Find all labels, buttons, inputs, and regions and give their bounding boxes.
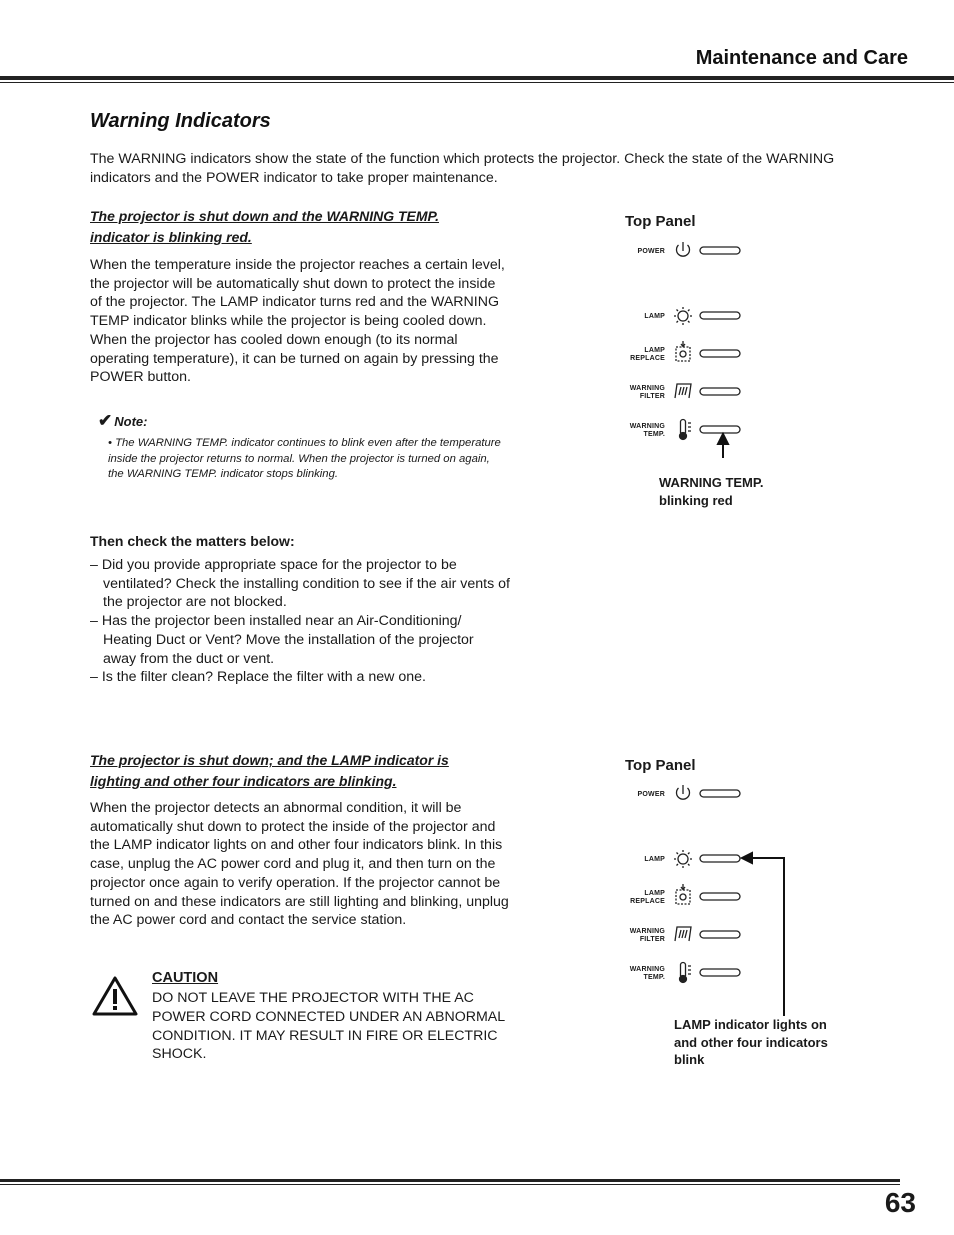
indicator-label-lamp-replace [605, 347, 665, 362]
case2-heading: The projector is shut down; and the LAMP indicator is lighting and other four indicators are blinking. [90, 752, 449, 789]
label-line: TEMP. [643, 973, 665, 981]
check-list [90, 556, 510, 687]
top-panel-title-2: Top Panel [625, 757, 696, 774]
callout-lamp: LAMP indicator lights on and other four indicators blink [674, 1017, 828, 1067]
indicator-label-lamp-replace [605, 890, 665, 905]
filter-icon [675, 384, 691, 398]
warning-filter-indicator-lamp [700, 388, 740, 395]
label-line: WARNING [629, 423, 665, 430]
indicator-label-warning-filter [605, 385, 665, 400]
list-item: – Did you provide appropriate space for the projector to be ventilated? Check the installing condition to see if the air vents of the projector are not blocked. [90, 557, 510, 611]
page-header-title: Maintenance and Care [695, 47, 908, 69]
lamp-icon [674, 850, 692, 868]
caution-title: CAUTION [152, 970, 219, 986]
note-label: Note: [114, 414, 148, 429]
lamp-replace-icon [676, 341, 690, 361]
footer-rule-thin [0, 1184, 900, 1185]
lamp-indicator-lamp [700, 312, 740, 319]
header-rule [0, 76, 954, 80]
intro-paragraph: The WARNING indicators show the state of the function which protects the projector. Check the state of the WARNING indicators and the POWER indicator to take proper maintenance. [90, 151, 835, 186]
indicator-label-power: POWER [637, 248, 665, 255]
checkmark-icon: ✔ [98, 411, 113, 430]
indicator-label-warning-filter [605, 928, 665, 943]
thermometer-icon [680, 963, 692, 983]
top-panel-title-1: Top Panel [625, 213, 696, 230]
label-line: LAMP [644, 890, 665, 897]
section-title: Warning Indicators [90, 110, 271, 132]
warning-filter-indicator-lamp [700, 931, 740, 938]
label-line: WARNING [629, 928, 665, 935]
case1-body: When the temperature inside the projector reaches a certain level, the projector will be automatically shut down to protect the inside of the projector. The LAMP indicator turns red and the WARNING TEMP indicator blinks while the projector is being cooled down. When the projector has cooled down enough (to its normal operating temperature), it can be turned on again by pressing the POWER button. [90, 257, 505, 386]
label-line: WARNING [629, 385, 665, 392]
label-line: WARNING [629, 966, 665, 973]
case2-body: When the projector detects an abnormal condition, it will be automatically shut down to protect the inside of the projector and the LAMP indicator lights on and other four indicators blink. In this case, unplug the AC power cord and plug it, and then turn on the projector once again to verify operation. If the projector cannot be turned on and these indicators are still lighting and blinking, unplug the AC power cord and contact the service station. [90, 800, 509, 929]
list-item: – Has the projector been installed near an Air-Conditioning/ Heating Duct or Vent? Move the installation of the projector away from the duct or vent. [90, 613, 474, 667]
lamp-replace-icon [676, 884, 690, 904]
warning-triangle-icon [92, 975, 138, 1017]
callout-arrow [718, 434, 728, 458]
page-number: 63 [884, 1187, 916, 1218]
indicator-label-warning-temp [605, 966, 665, 981]
note-text: • The WARNING TEMP. indicator continues to blink even after the temperature inside the projector returns to normal. When the projector is turned on again, the WARNING TEMP. indicator stops blinking. [108, 437, 501, 481]
indicator-label-lamp: LAMP [644, 313, 665, 320]
power-icon [677, 785, 690, 799]
callout-arrow [742, 853, 784, 1016]
callout-warning-temp: WARNING TEMP. blinking red [659, 475, 764, 508]
list-item: – Is the filter clean? Replace the filter with a new one. [90, 669, 426, 686]
note-title [98, 411, 147, 431]
label-line: LAMP [644, 347, 665, 354]
label-line: REPLACE [630, 354, 665, 362]
lamp-indicator-lamp [700, 855, 740, 862]
case1-heading: The projector is shut down and the WARNING TEMP. indicator is blinking red. [90, 208, 439, 245]
caution-text: DO NOT LEAVE THE PROJECTOR WITH THE AC POWER CORD CONNECTED UNDER AN ABNORMAL CONDITION. IT MAY RESULT IN FIRE OR ELECTRIC SHOCK. [152, 990, 505, 1063]
lamp-icon [674, 307, 692, 325]
lamp-replace-indicator-lamp [700, 350, 740, 357]
label-line: REPLACE [630, 897, 665, 905]
indicator-label-lamp: LAMP [644, 856, 665, 863]
label-line: TEMP. [643, 430, 665, 438]
indicator-label-warning-temp [605, 423, 665, 438]
top-panel-diagram-2 [668, 781, 798, 1021]
label-line: FILTER [639, 935, 665, 943]
warning-temp-indicator-lamp [700, 969, 740, 976]
footer-rule [0, 1179, 900, 1182]
header-rule-thin [0, 82, 954, 83]
label-line: FILTER [639, 392, 665, 400]
power-icon [677, 242, 690, 256]
top-panel-diagram-1 [668, 238, 748, 458]
lamp-replace-indicator-lamp [700, 893, 740, 900]
then-check-title: Then check the matters below: [90, 533, 295, 549]
filter-icon [675, 927, 691, 941]
indicator-label-power: POWER [637, 791, 665, 798]
power-indicator-lamp [700, 790, 740, 797]
thermometer-icon [680, 420, 692, 440]
power-indicator-lamp [700, 247, 740, 254]
warning-temp-indicator-lamp [700, 426, 740, 433]
